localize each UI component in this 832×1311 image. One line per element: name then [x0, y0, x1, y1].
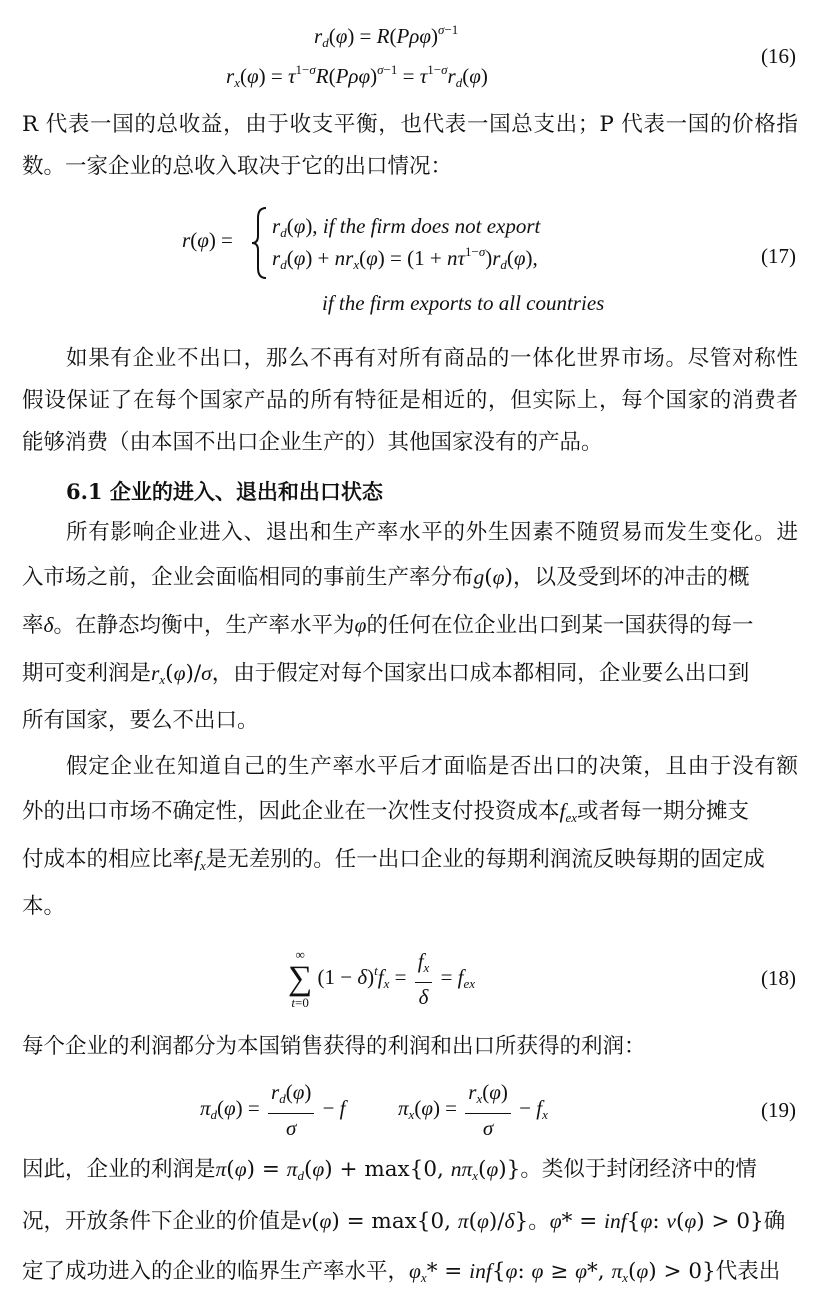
equation-16-line1: $r_d(\varphi) = R(P\rho\varphi)^{\sigma-1}$ — [314, 22, 459, 50]
equation-17-case1: $r_d(\varphi)$, if the firm does not export — [272, 214, 541, 240]
paragraph-line: 外的出口市场不确定性，因此企业在一次性支付投资成本$f_{ex}$或者每一期分摊支 — [22, 799, 750, 825]
paragraph-line: 定了成功进入的企业的临界生产率水平，$\varphi_x* = inf\{\varphi$: φ ≥ φ*, $\pi_x(\varphi) > 0$}代表出 — [22, 1259, 781, 1285]
equation-number: (17) — [761, 244, 796, 268]
case1-text: if the firm does not export — [322, 214, 541, 238]
equation-17-case2: $r_d(\varphi) + nr_x(\varphi) = (1 + n\tau^{1-\sigma})r_d(\varphi)$, — [272, 244, 538, 272]
paragraph-line: 能够消费（由本国不出口企业生产的）其他国家没有的产品。 — [22, 430, 603, 455]
paragraph-line: 付成本的相应比率$f_x$是无差别的。任一出口企业的每期利润流反映每期的固定成 — [22, 847, 765, 873]
equation-16-line2: $r_x(\varphi) = \tau^{1-\sigma}R(P\rho\varphi)^{\sigma-1} = \tau^{1-\sigma}r_d(\varphi)$ — [226, 62, 488, 90]
paragraph-line: 数。一家企业的总收入取决于它的出口情况： — [22, 154, 453, 179]
paragraph-line: 假定企业在知道自己的生产率水平后才面临是否出口的决策，且由于没有额 — [66, 754, 798, 779]
paragraph-line: R 代表一国的总收益，由于收支平衡，也代表一国总支出；P 代表一国的价格指 — [22, 112, 798, 137]
paragraph-line: 因此，企业的利润是$\pi(\varphi) = \pi_d(\varphi) + \max\{0$, $n\pi_x(\varphi)$}。类似于封闭经济中的情 — [22, 1157, 757, 1183]
equation-number: (16) — [761, 44, 796, 68]
paragraph-line: 率δ。在静态均衡中，生产率水平为φ的任何在位企业出口到某一国获得的每一 — [22, 613, 754, 638]
paragraph-line: 每个企业的利润都分为本国销售获得的利润和出口所获得的利润： — [22, 1034, 646, 1059]
equation-17-lhs: r(φ) = — [182, 228, 233, 252]
section-heading: 6.1 企业的进入、退出和出口状态 — [66, 479, 383, 504]
paragraph-line: 如果有企业不出口，那么不再有对所有商品的一体化世界市场。尽管对称性 — [66, 346, 798, 371]
left-brace — [250, 206, 270, 280]
paragraph-line: 所有国家，要么不出口。 — [22, 708, 259, 733]
paragraph-line: 本。 — [22, 894, 66, 919]
equation-number: (18) — [761, 966, 796, 990]
equation-19: $\pi_d(\varphi)$ = $\frac{r_d(\varphi)}{\sigma}$ − f $\pi_x(\varphi)$ = $\frac{r_x(\varphi)}{\sigma}$ − $f_x$ — [200, 1080, 548, 1140]
equation-17-case2-text: if the firm exports to all countries — [322, 291, 605, 315]
paragraph-line: 况，开放条件下企业的价值是v(φ) = max{0, π(φ)/δ}。φ* = inf{φ: v(φ) > 0}确 — [22, 1209, 786, 1234]
equation-number: (19) — [761, 1098, 796, 1122]
paragraph-line: 期可变利润是$r_x(\varphi)/\sigma$，由于假定对每个国家出口成本都相同，企业要么出口到 — [22, 661, 750, 687]
equation-18: ∞ ∑ t=0 $(1 - \delta)^tf_x$ = $\frac{f_x}{\delta}$ = $f_{ex}$ — [288, 947, 476, 1010]
paragraph-line: 所有影响企业进入、退出和生产率水平的外生因素不随贸易而发生变化。进 — [66, 520, 798, 545]
paragraph-line: 假设保证了在每个国家产品的所有特征是相近的，但实际上，每个国家的消费者 — [22, 388, 798, 413]
paragraph-line: 入市场之前，企业会面临相同的事前生产率分布g(φ)，以及受到坏的冲击的概 — [22, 565, 750, 590]
